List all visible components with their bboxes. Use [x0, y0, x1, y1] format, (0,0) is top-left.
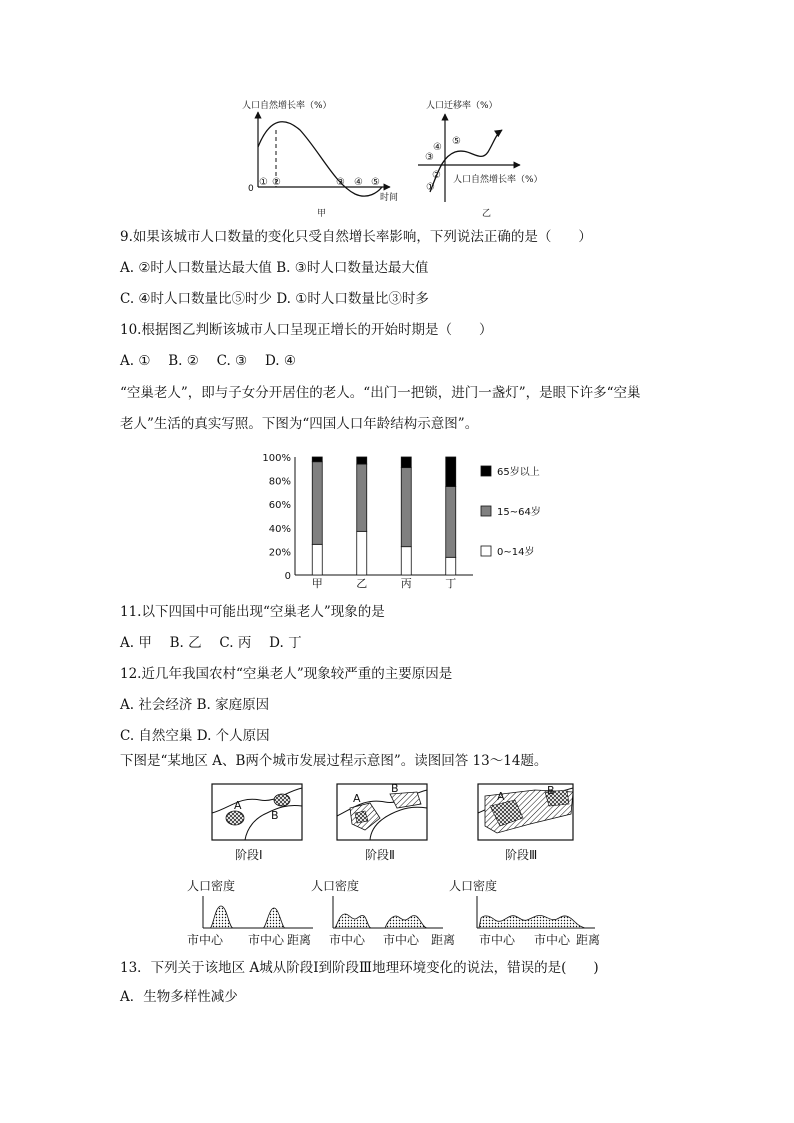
jia-zero: 0 [248, 184, 254, 194]
legend-swatch [481, 466, 491, 476]
density-label-3: 人口密度 [449, 879, 498, 893]
legend-label: 15~64岁 [497, 507, 541, 518]
stage-2-map [337, 782, 427, 862]
bar-segment [357, 531, 367, 575]
yi-ylabel: 人口迁移率（%） [426, 101, 498, 111]
y-tick-label: 80% [268, 476, 291, 488]
yi-caption: 乙 [482, 209, 492, 219]
center-label-1a: 市中心 [187, 933, 224, 947]
q10-stem: 10.根据图乙判断该城市人口呈现正增长的开始时期是（ ） [120, 322, 493, 338]
stage-3-map [478, 784, 573, 862]
bar-segment [446, 457, 456, 487]
city-development-figure [185, 778, 615, 953]
q12-stem: 12.近几年我国农村“空巢老人”现象较严重的主要原因是 [120, 666, 453, 682]
q9-stem: 9.如果该城市人口数量的变化只受自然增长率影响，下列说法正确的是（ ） [120, 229, 592, 245]
distance-label-3: 距离 [576, 933, 601, 947]
stage-2-city-a: A [353, 792, 361, 805]
yi-point-5: ⑤ [452, 136, 461, 147]
stage-3-city-b: B [547, 784, 555, 797]
yi-point-2: ② [432, 170, 441, 181]
density-profile-1 [187, 878, 313, 947]
x-tick-label: 丙 [400, 577, 412, 590]
bar-segment [357, 457, 367, 464]
distance-label-2: 距离 [431, 933, 456, 947]
legend-label: 0~14岁 [497, 547, 535, 558]
y-tick-label: 100% [262, 453, 291, 464]
y-tick-label: 60% [268, 500, 291, 512]
x-tick-label: 甲 [311, 577, 323, 590]
intro1-line2: 老人”生活的真实写照。下图为“四国人口年龄结构示意图”。 [120, 416, 479, 432]
stage-3-city-a: A [497, 790, 505, 803]
y-tick-label: 20% [268, 547, 291, 559]
x-tick-label: 丁 [445, 577, 457, 590]
center-label-1b: 市中心 [248, 933, 285, 947]
bar-segment [446, 557, 456, 575]
q12-options-line1: A. 社会经济 B. 家庭原因 [120, 697, 270, 713]
bar-segment [401, 468, 411, 547]
jia-caption: 甲 [317, 209, 327, 219]
distance-label-1: 距离 [287, 933, 312, 947]
x-tick-label: 乙 [356, 577, 368, 590]
center-label-2b: 市中心 [383, 933, 420, 947]
q11-stem: 11.以下四国中可能出现“空巢老人”现象的是 [120, 604, 385, 620]
center-label-3a: 市中心 [479, 933, 516, 947]
stage-1-city-a: A [234, 799, 242, 812]
legend-swatch [481, 546, 491, 556]
bar-segment [401, 457, 411, 468]
jia-xlabel: 时间 [380, 193, 399, 203]
bar-segment [312, 544, 322, 575]
q10-options: A. ① B. ② C. ③ D. ④ [120, 353, 296, 369]
q13-option-a: A．生物多样性减少 [120, 989, 238, 1005]
legend-swatch [481, 506, 491, 516]
jia-point-2: ② [272, 177, 281, 188]
bar-segment [357, 464, 367, 531]
yi-point-1: ① [426, 182, 435, 193]
intro1-line1: “空巢老人”，即与子女分开居住的老人。“出门一把锁，进门一盏灯”，是眼下许多“空巢 [120, 385, 641, 401]
jia-point-1: ① [259, 177, 268, 188]
bar-segment [312, 462, 322, 545]
population-growth-figures [230, 92, 560, 222]
jia-point-5: ⑤ [371, 177, 380, 188]
density-label-2: 人口密度 [311, 879, 360, 893]
density-profile-2 [311, 878, 455, 947]
q11-options: A. 甲 B. 乙 C. 丙 D. 丁 [120, 635, 302, 651]
graph-yi [418, 99, 543, 219]
legend-label: 65岁以上 [497, 467, 540, 478]
bar-segment [312, 457, 322, 462]
jia-ylabel: 人口自然增长率（%） [242, 101, 332, 111]
yi-xlabel: 人口自然增长率（%） [453, 175, 543, 185]
bar-segment [401, 547, 411, 575]
q12-options-line2: C. 自然空巢 D. 个人原因 [120, 728, 270, 744]
q13-stem: 13．下列关于该地区 A城从阶段Ⅰ到阶段Ⅲ地理环境变化的说法，错误的是( ) [120, 960, 599, 976]
stage-2-city-b: B [391, 782, 399, 795]
q9-options-line1: A. ②时人口数量达最大值 B. ③时人口数量达最大值 [120, 260, 429, 276]
yi-point-3: ③ [425, 152, 434, 163]
intro2: 下图是“某地区 A、B两个城市发展过程示意图”。读图回答 13～14题。 [120, 753, 548, 769]
density-profile-3 [449, 878, 600, 947]
stage-1-map [212, 784, 302, 862]
y-tick-label: 40% [268, 523, 291, 535]
y-tick-label: 0 [284, 571, 291, 582]
yi-point-4: ④ [433, 142, 442, 153]
graph-jia [242, 99, 398, 219]
center-label-3b: 市中心 [534, 933, 571, 947]
density-label-1: 人口密度 [187, 879, 236, 893]
stage-3-label: 阶段Ⅲ [505, 848, 538, 862]
jia-point-3: ③ [336, 177, 345, 188]
stage-2-label: 阶段Ⅱ [365, 848, 395, 862]
stage-1-city-b: B [271, 809, 279, 822]
center-label-2a: 市中心 [329, 933, 366, 947]
bar-segment [446, 487, 456, 558]
stage-1-label: 阶段Ⅰ [235, 848, 263, 862]
q9-options-line2: C. ④时人口数量比⑤时少 D. ①时人口数量比③时多 [120, 291, 429, 307]
jia-point-4: ④ [354, 177, 363, 188]
age-structure-chart [255, 448, 555, 593]
